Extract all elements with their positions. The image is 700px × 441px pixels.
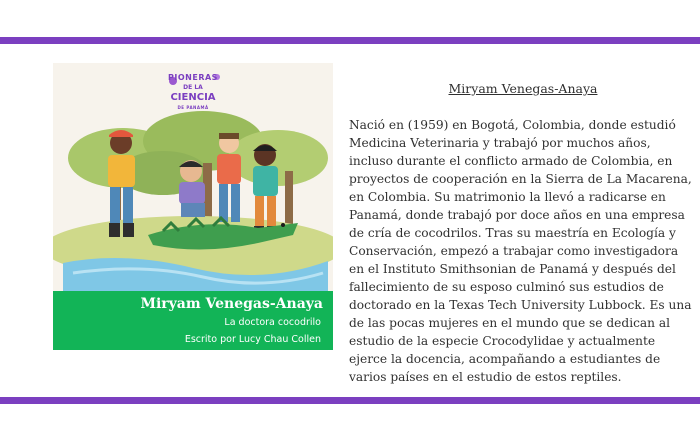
book-name: Miryam Venegas-Anaya <box>140 296 323 312</box>
book-author: Escrito por Lucy Chau Collen <box>184 334 321 345</box>
bio-text: Nació en (1959) en Bogotá, Colombia, donde estudió Medicina Veterinaria y trabajó por muchos años, incluso durante el conflicto armado de Colombia, en proyectos de cooperación en la Sierra de La Macarena, en Colombia. Su matrimonio la llevó a radicarse en Panamá, donde trabajó por doce años en una empresa de cría de cocodrilos. Tras su maestría en Ecología y Conservación, empezó a trabajar como investigadora en el Instituto Smithsonian de Panamá y después del fallecimiento de su esposo culminó sus estudios de doctorado en la Texas Tech University Lubbock. Es una de las pocas mujeres en el mundo que se dedican al estudio de la especie Crocodylidae y actualmente ejerce la docencia, acompañando a estudiantes de varios países en el estudio de estos reptiles. <box>349 118 692 384</box>
brand-line-4: DE PANAMÁ <box>177 105 209 110</box>
book-cover-card <box>53 63 333 350</box>
brand-line-1: PIONERAS <box>168 73 218 82</box>
brand-line-2: DE LA <box>183 84 203 91</box>
top-divider <box>0 37 700 44</box>
brand-line-3: CIENCIA <box>170 92 216 103</box>
bottom-divider <box>0 397 700 404</box>
bio-title: Miryam Venegas-Anaya <box>448 81 598 96</box>
book-subtitle: La doctora cocodrilo <box>224 317 321 328</box>
brand-logo <box>163 73 223 113</box>
book-title-banner <box>53 291 333 350</box>
